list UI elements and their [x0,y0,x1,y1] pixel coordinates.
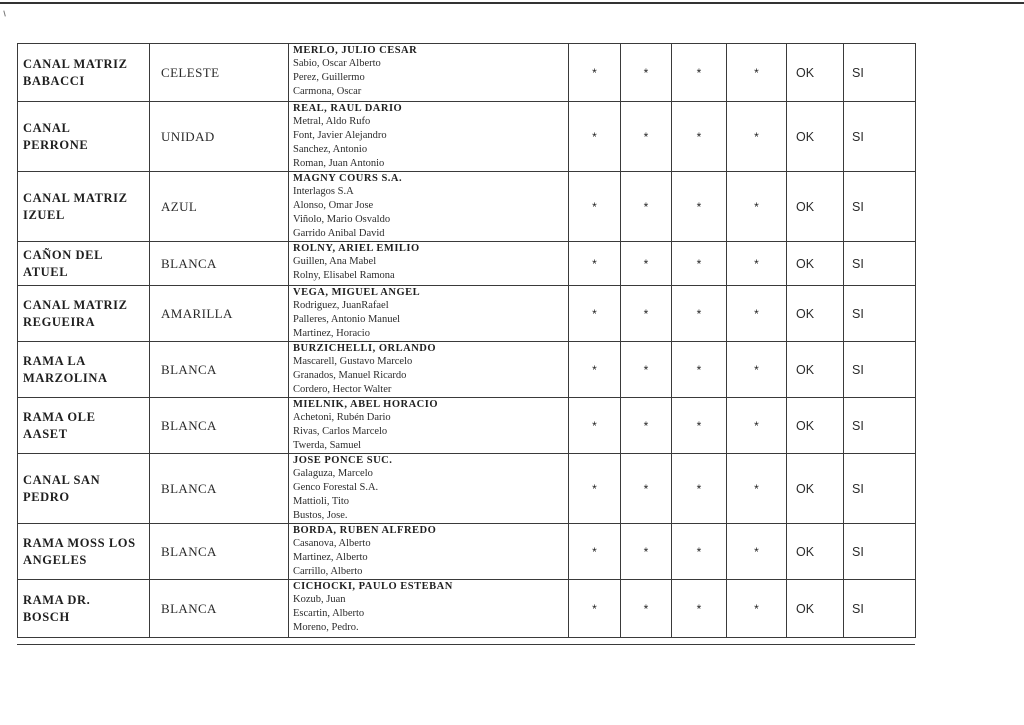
asterisk-mark-cell: * [569,580,621,638]
asterisk-mark-cell: * [727,172,787,242]
member-name: Carmona, Oscar [293,86,362,97]
si-status-cell: SI [844,398,916,454]
table-row [18,398,916,454]
member-name: Garrido Anibal David [293,228,385,239]
ok-status-cell: OK [787,524,844,580]
member-name: Interlagos S.A [293,186,354,197]
canal-name-cell: CANAL MATRIZ REGUEIRA [18,286,150,342]
member-name: Mascarell, Gustavo Marcelo [293,356,413,367]
members-cell [289,44,569,102]
member-name: Escartin, Alberto [293,608,365,619]
canal-name-cell: RAMA LA MARZOLINA [18,342,150,398]
group-cell: BLANCA [150,524,289,580]
canal-name-cell: CAÑON DEL ATUEL [18,242,150,286]
si-status-cell: SI [844,242,916,286]
canal-name-cell: RAMA DR. BOSCH [18,580,150,638]
table-row [18,44,916,102]
si-status-cell: SI [844,580,916,638]
asterisk-mark-cell: * [727,286,787,342]
asterisk-mark-cell: * [727,398,787,454]
members-cell [289,172,569,242]
holder-name: CICHOCKI, PAULO ESTEBAN [293,581,453,592]
ok-status-cell: OK [787,172,844,242]
asterisk-mark-cell: * [672,580,727,638]
si-status-cell: SI [844,172,916,242]
members-cell [289,524,569,580]
members-cell [289,242,569,286]
asterisk-mark-cell: * [621,172,672,242]
members-cell [289,398,569,454]
asterisk-mark-cell: * [569,102,621,172]
ok-status-cell: OK [787,242,844,286]
table-row [18,580,916,638]
group-cell: BLANCA [150,242,289,286]
group-cell: AMARILLA [150,286,289,342]
canal-name-cell: CANAL PERRONE [18,102,150,172]
asterisk-mark-cell: * [672,44,727,102]
ok-status-cell: OK [787,286,844,342]
table-row [18,454,916,524]
group-cell: BLANCA [150,342,289,398]
member-name: Viñolo, Mario Osvaldo [293,214,391,225]
member-name: Galaguza, Marcelo [293,468,373,479]
holder-name: BORDA, RUBEN ALFREDO [293,525,437,536]
si-status-cell: SI [844,342,916,398]
asterisk-mark-cell: * [727,44,787,102]
scan-mark [3,9,9,16]
table-row [18,524,916,580]
asterisk-mark-cell: * [672,172,727,242]
member-name: Sanchez, Antonio [293,144,368,155]
holder-name: MAGNY COURS S.A. [293,173,403,184]
bottom-border-line [17,644,915,645]
table-row [18,286,916,342]
member-name: Guillen, Ana Mabel [293,256,377,267]
asterisk-mark-cell: * [569,172,621,242]
member-name: Achetoni, Rubén Dario [293,412,391,423]
member-name: Cordero, Hector Walter [293,384,392,395]
asterisk-mark-cell: * [672,398,727,454]
asterisk-mark-cell: * [727,454,787,524]
asterisk-mark-cell: * [621,398,672,454]
holder-name: ROLNY, ARIEL EMILIO [293,243,420,254]
members-cell [289,286,569,342]
si-status-cell: SI [844,454,916,524]
holder-name: MERLO, JULIO CESAR [293,45,418,56]
asterisk-mark-cell: * [569,524,621,580]
members-cell [289,102,569,172]
group-cell: BLANCA [150,580,289,638]
ok-status-cell: OK [787,580,844,638]
member-name: Martinez, Horacio [293,328,370,339]
si-status-cell: SI [844,524,916,580]
si-status-cell: SI [844,102,916,172]
members-cell [289,580,569,638]
member-name: Metral, Aldo Rufo [293,116,371,127]
table-row [18,242,916,286]
asterisk-mark-cell: * [569,342,621,398]
asterisk-mark-cell: * [569,44,621,102]
holder-name: REAL, RAUL DARIO [293,103,403,114]
member-name: Sabio, Oscar Alberto [293,58,381,69]
member-name: Perez, Guillermo [293,72,365,83]
asterisk-mark-cell: * [621,44,672,102]
ok-status-cell: OK [787,44,844,102]
si-status-cell: SI [844,44,916,102]
member-name: Moreno, Pedro. [293,622,359,633]
asterisk-mark-cell: * [621,286,672,342]
asterisk-mark-cell: * [569,398,621,454]
asterisk-mark-cell: * [672,102,727,172]
canal-name-cell: CANAL SAN PEDRO [18,454,150,524]
group-cell: CELESTE [150,44,289,102]
asterisk-mark-cell: * [672,286,727,342]
member-name: Roman, Juan Antonio [293,158,385,169]
asterisk-mark-cell: * [569,454,621,524]
asterisk-mark-cell: * [672,454,727,524]
table-row [18,102,916,172]
asterisk-mark-cell: * [727,242,787,286]
group-cell: UNIDAD [150,102,289,172]
canal-name-cell: RAMA OLE AASET [18,398,150,454]
holder-name: BURZICHELLI, ORLANDO [293,343,437,354]
member-name: Granados, Manuel Ricardo [293,370,407,381]
member-name: Font, Javier Alejandro [293,130,387,141]
member-name: Genco Forestal S.A. [293,482,379,493]
member-name: Carrillo, Alberto [293,566,363,577]
group-cell: AZUL [150,172,289,242]
holder-name: JOSE PONCE SUC. [293,455,393,466]
holder-name: VEGA, MIGUEL ANGEL [293,287,421,298]
asterisk-mark-cell: * [621,342,672,398]
canal-name-cell: RAMA MOSS LOS ANGELES [18,524,150,580]
holder-name: MIELNIK, ABEL HORACIO [293,399,438,410]
canal-name-cell: CANAL MATRIZ IZUEL [18,172,150,242]
asterisk-mark-cell: * [621,454,672,524]
member-name: Casanova, Alberto [293,538,371,549]
ok-status-cell: OK [787,398,844,454]
member-name: Martinez, Alberto [293,552,368,563]
ok-status-cell: OK [787,342,844,398]
members-cell [289,342,569,398]
member-name: Alonso, Omar Jose [293,200,374,211]
group-cell: BLANCA [150,398,289,454]
asterisk-mark-cell: * [672,342,727,398]
asterisk-mark-cell: * [621,242,672,286]
asterisk-mark-cell: * [569,242,621,286]
asterisk-mark-cell: * [569,286,621,342]
asterisk-mark-cell: * [621,102,672,172]
asterisk-mark-cell: * [621,524,672,580]
asterisk-mark-cell: * [621,580,672,638]
ok-status-cell: OK [787,102,844,172]
member-name: Rolny, Elisabel Ramona [293,270,395,281]
top-border-line [0,2,1024,4]
canal-name-cell: CANAL MATRIZ BABACCI [18,44,150,102]
si-status-cell: SI [844,286,916,342]
member-name: Mattioli, Tito [293,496,350,507]
ok-status-cell: OK [787,454,844,524]
members-cell [289,454,569,524]
group-cell: BLANCA [150,454,289,524]
member-name: Rodriguez, JuanRafael [293,300,389,311]
asterisk-mark-cell: * [727,580,787,638]
irrigation-table [17,43,916,638]
member-name: Rivas, Carlos Marcelo [293,426,388,437]
table-body [18,44,916,638]
asterisk-mark-cell: * [727,342,787,398]
member-name: Palleres, Antonio Manuel [293,314,401,325]
member-name: Bustos, Jose. [293,510,348,521]
asterisk-mark-cell: * [727,102,787,172]
asterisk-mark-cell: * [672,242,727,286]
asterisk-mark-cell: * [727,524,787,580]
asterisk-mark-cell: * [672,524,727,580]
table-row [18,342,916,398]
table-row [18,172,916,242]
member-name: Twerda, Samuel [293,440,362,451]
member-name: Kozub, Juan [293,594,346,605]
